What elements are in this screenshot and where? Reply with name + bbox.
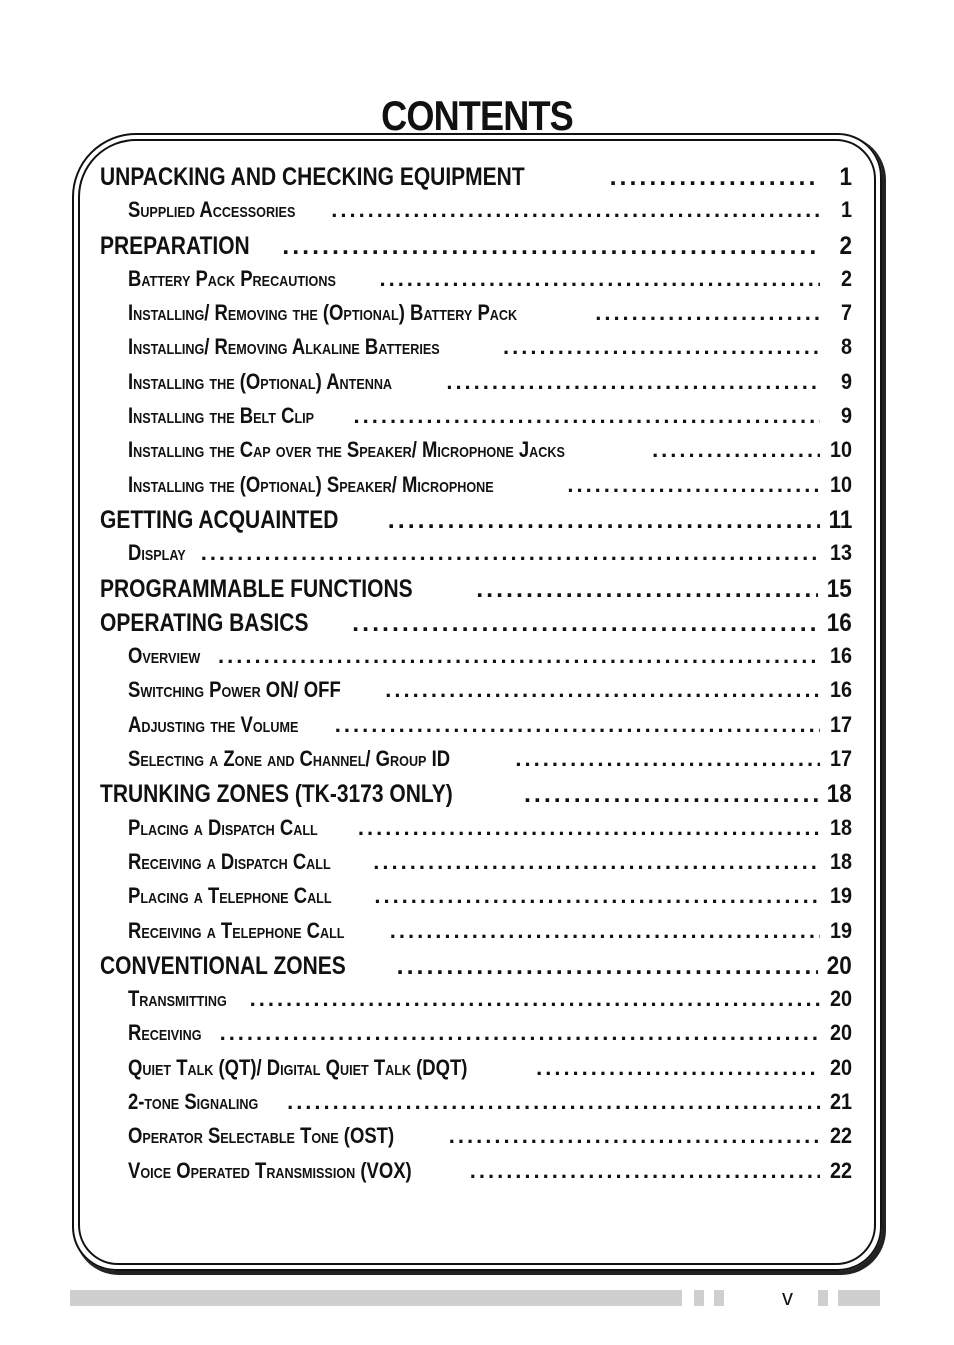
toc-entry[interactable] [100,369,852,403]
toc-entry-page: 22 [829,1123,852,1149]
toc-entry[interactable] [100,746,852,780]
dot-leader [331,197,820,223]
toc-entry-title: CONVENTIONAL ZONES [100,951,346,980]
page-title: CONTENTS [381,92,573,140]
toc-entry[interactable] [100,232,852,266]
toc-entry-title: Quiet Talk (QT)/ Digital Quiet Talk (DQT) [128,1054,468,1080]
dot-leader [610,163,820,192]
toc-entry[interactable] [100,643,852,677]
toc-entry-title: GETTING ACQUAINTED [100,505,339,534]
toc-entry-page: 19 [829,883,852,909]
toc-entry-page: 20 [829,1054,852,1080]
toc-entry[interactable] [100,506,852,540]
toc-entry[interactable] [100,986,852,1020]
toc-entry[interactable] [100,952,852,986]
dot-leader [595,300,820,326]
dot-leader [201,540,820,566]
toc-entry[interactable] [100,334,852,368]
toc-entry-title: 2-tone Signaling [128,1089,259,1115]
toc-entry-title: Overview [128,643,201,669]
dot-leader [354,403,821,429]
toc-entry-title: Transmitting [128,986,227,1012]
dot-leader [476,575,818,604]
toc-entry-title: Receiving a Dispatch Call [128,848,331,874]
toc-entry-title: Supplied Accessories [128,197,296,223]
toc-entry-page: 1 [839,163,852,191]
toc-entry-page: 9 [840,368,852,394]
toc-entry-page: 18 [826,780,852,809]
toc-entry-title: Battery Pack Precautions [128,265,336,291]
toc-entry-page: 19 [829,917,852,943]
toc-entry-page: 10 [829,437,852,463]
dot-leader [470,1158,820,1184]
dot-leader [503,334,820,360]
toc-entry[interactable] [100,609,852,643]
toc-entry[interactable] [100,437,852,471]
toc-entry-page: 2 [839,231,852,260]
table-of-contents [100,163,852,1192]
dot-leader [567,472,820,498]
dot-leader [390,918,820,944]
dot-leader [287,1089,820,1115]
toc-entry-title: Installing/ Removing the (Optional) Battery Pack [128,300,518,326]
dot-leader [524,780,818,809]
toc-entry-page: 8 [840,334,852,360]
toc-entry[interactable] [100,677,852,711]
toc-entry[interactable] [100,780,852,814]
toc-entry-title: Receiving [128,1020,202,1046]
toc-entry[interactable] [100,712,852,746]
toc-entry-page: 9 [840,403,852,429]
footer-square [714,1290,724,1306]
toc-entry-title: Installing the Belt Clip [128,403,315,429]
toc-entry-title: Receiving a Telephone Call [128,917,345,943]
toc-entry-title: Operator Selectable Tone (OST) [128,1123,395,1149]
toc-entry-title: Installing the (Optional) Antenna [128,368,393,394]
dot-leader [373,849,820,875]
toc-entry-title: Voice Operated Transmission (VOX) [128,1157,412,1183]
toc-entry-title: PROGRAMMABLE FUNCTIONS [100,574,413,603]
dot-leader [374,883,820,909]
toc-entry-page: 7 [840,300,852,326]
toc-entry[interactable] [100,472,852,506]
dot-leader [449,1123,820,1149]
dot-leader [385,677,820,703]
dot-leader [358,815,820,841]
toc-entry-page: 16 [829,677,852,703]
toc-entry-page: 16 [826,608,852,637]
toc-entry-title: Placing a Telephone Call [128,883,332,909]
toc-entry-title: OPERATING BASICS [100,608,309,637]
toc-entry-title: TRUNKING ZONES (TK-3173 ONLY) [100,780,453,809]
toc-entry-page: 13 [829,540,852,566]
toc-entry-title: Selecting a Zone and Channel/ Group ID [128,746,451,772]
toc-entry[interactable] [100,918,852,952]
toc-entry-title: Switching Power ON/ OFF [128,677,341,703]
dot-leader [282,232,820,261]
toc-entry-page: 17 [829,746,852,772]
toc-entry[interactable] [100,266,852,300]
toc-entry[interactable] [100,1123,852,1157]
toc-entry-title: Adjusting the Volume [128,711,299,737]
toc-entry[interactable] [100,815,852,849]
dot-leader [446,369,820,395]
toc-entry-page: 15 [826,574,852,603]
dot-leader [515,746,820,772]
toc-entry[interactable] [100,300,852,334]
toc-entry-page: 20 [826,951,852,980]
toc-entry-page: 21 [829,1089,852,1115]
toc-entry[interactable] [100,540,852,574]
dot-leader [652,437,820,463]
dot-leader [397,952,819,981]
toc-entry-title: Installing the (Optional) Speaker/ Microphone [128,471,494,497]
toc-entry-page: 18 [829,848,852,874]
toc-entry-page: 20 [829,986,852,1012]
toc-entry-title: Installing the Cap over the Speaker/ Microphone Jacks [128,437,565,463]
toc-entry[interactable] [100,1158,852,1192]
toc-entry[interactable] [100,1089,852,1123]
dot-leader [388,506,820,535]
footer-square [694,1290,704,1306]
dot-leader [335,712,820,738]
toc-entry-title: Display [128,540,186,566]
footer-bar-left [70,1290,682,1306]
dot-leader [352,609,818,638]
toc-entry-title: UNPACKING AND CHECKING EQUIPMENT [100,163,525,191]
dot-leader [218,643,820,669]
toc-entry-page: 2 [840,265,852,291]
toc-entry-page: 1 [840,197,852,223]
toc-entry-page: 11 [828,505,852,534]
toc-entry[interactable] [100,1055,852,1089]
toc-entry-page: 22 [829,1157,852,1183]
toc-entry-page: 20 [829,1020,852,1046]
footer-square [818,1290,828,1306]
dot-leader [220,1020,820,1046]
toc-entry[interactable] [100,163,852,197]
dot-leader [250,986,820,1012]
page-number: v [782,1285,793,1310]
dot-leader [536,1055,820,1081]
toc-entry[interactable] [100,883,852,917]
toc-entry-title: PREPARATION [100,231,250,260]
footer-bar-right [838,1290,880,1306]
dot-leader [379,266,820,292]
toc-entry[interactable] [100,1020,852,1054]
toc-entry[interactable] [100,849,852,883]
toc-entry[interactable] [100,403,852,437]
toc-entry-page: 16 [829,643,852,669]
toc-entry[interactable] [100,197,852,231]
toc-entry-page: 18 [829,814,852,840]
toc-entry-title: Installing/ Removing Alkaline Batteries [128,334,440,360]
toc-entry-title: Placing a Dispatch Call [128,814,318,840]
toc-entry[interactable] [100,575,852,609]
toc-entry-page: 17 [829,711,852,737]
toc-entry-page: 10 [829,471,852,497]
